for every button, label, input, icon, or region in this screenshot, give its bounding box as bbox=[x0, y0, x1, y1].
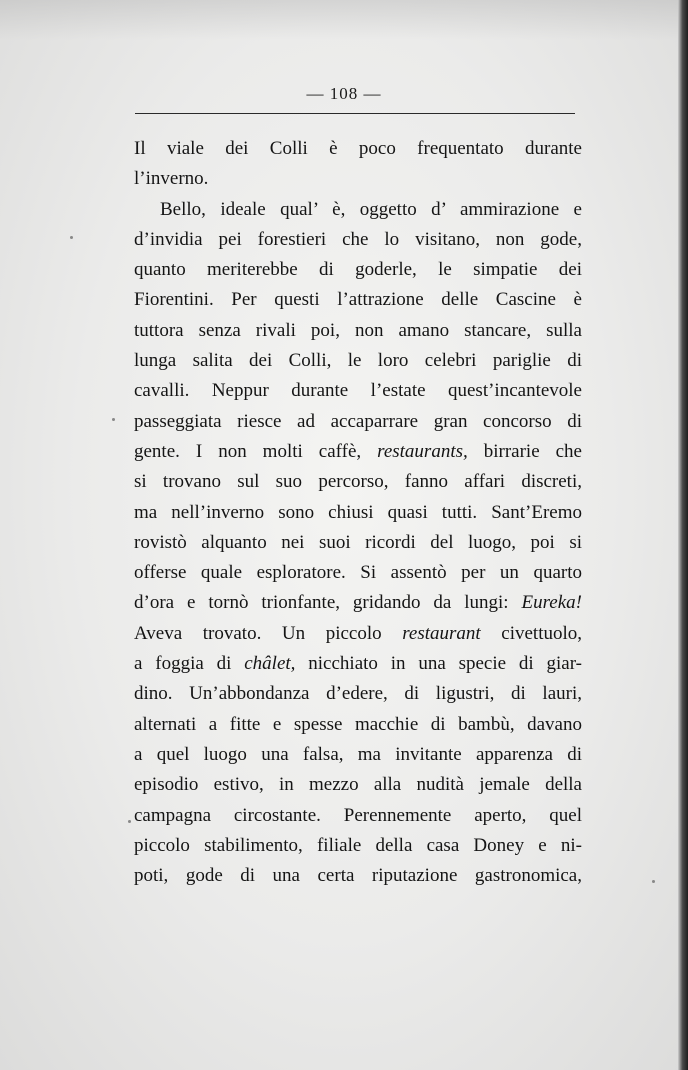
text-line bbox=[134, 801, 582, 831]
text-run: episodio estivo, in mezzo alla nudità jemale della bbox=[134, 774, 582, 796]
text-run: Il viale dei Colli è poco frequentato durante bbox=[134, 138, 582, 159]
text-line bbox=[134, 740, 582, 770]
text-run: d’ora e tornò trionfante, gridando da lungi: bbox=[134, 592, 522, 614]
text-run: tuttora senza rivali poi, non amano stancare, sulla bbox=[134, 319, 582, 341]
text-run: a foggia di bbox=[134, 653, 245, 675]
text-run: civettuolo, bbox=[480, 622, 583, 644]
text-line bbox=[134, 376, 582, 406]
text-line bbox=[134, 710, 582, 740]
text-run: passeggiata riesce ad accaparrare gran concorso di bbox=[134, 410, 582, 432]
text-line bbox=[134, 164, 582, 194]
text-line bbox=[134, 498, 582, 528]
text-run: lunga salita dei Colli, le loro celebri pariglie di bbox=[134, 350, 582, 372]
text-line bbox=[134, 861, 582, 891]
text-line bbox=[134, 346, 582, 376]
text-run: rovistò alquanto nei suoi ricordi del luogo, poi si bbox=[134, 531, 582, 553]
text-run: a quel luogo una falsa, ma invitante apparenza di bbox=[134, 743, 582, 765]
text-run: Fiorentini. Per questi l’attrazione delle Cascine è bbox=[134, 289, 582, 311]
paper-speck bbox=[112, 418, 115, 421]
text-line bbox=[134, 558, 582, 588]
text-line bbox=[134, 770, 582, 800]
paper-speck bbox=[652, 880, 655, 883]
body-text bbox=[134, 134, 582, 891]
text-run: dino. Un’abbondanza d’edere, di ligustri, di lauri, bbox=[134, 683, 582, 705]
paper-speck bbox=[70, 236, 73, 239]
text-run: quanto meriterebbe di goderle, le simpatie dei bbox=[134, 259, 582, 281]
text-line bbox=[134, 467, 582, 497]
text-line bbox=[134, 649, 582, 679]
text-line bbox=[134, 285, 582, 315]
italic-run: restaurants, bbox=[377, 440, 468, 462]
italic-run: restaurant bbox=[402, 622, 481, 644]
page-edge-shadow bbox=[678, 0, 688, 1070]
text-run: d’invidia pei forestieri che lo visitano, non gode, bbox=[134, 228, 582, 250]
header-rule bbox=[135, 113, 575, 114]
text-line bbox=[134, 195, 582, 225]
text-run: si trovano sul suo percorso, fanno affari discreti, bbox=[134, 471, 582, 493]
text-run: gente. I non molti caffè, bbox=[134, 440, 378, 462]
text-run: l’inverno. bbox=[134, 168, 209, 190]
text-line bbox=[134, 134, 582, 164]
text-run: alternati a fitte e spesse macchie di bambù, davano bbox=[134, 713, 582, 735]
text-run: offerse quale esploratore. Si assentò per un quarto bbox=[134, 562, 582, 584]
text-line bbox=[134, 407, 582, 437]
text-line bbox=[134, 679, 582, 709]
text-line bbox=[134, 225, 582, 255]
text-line bbox=[134, 831, 582, 861]
page-number: — 108 — bbox=[306, 84, 382, 103]
text-run: birrarie che bbox=[467, 440, 582, 462]
italic-run: châlet, bbox=[244, 653, 296, 675]
text-run: Bello, ideale qual’ è, oggetto d’ ammirazione e bbox=[160, 198, 582, 220]
text-run: poti, gode di una certa riputazione gastronomica, bbox=[134, 865, 582, 887]
page-top-shadow bbox=[0, 0, 688, 40]
text-run: nicchiato in una specie di giar- bbox=[295, 653, 582, 675]
text-run: ma nell’inverno sono chiusi quasi tutti. Sant’Eremo bbox=[134, 501, 582, 523]
text-line bbox=[134, 437, 582, 467]
text-line bbox=[134, 588, 582, 618]
italic-run: Eureka! bbox=[521, 592, 582, 614]
text-run: cavalli. Neppur durante l’estate quest’incantevole bbox=[134, 380, 582, 402]
paper-speck bbox=[128, 820, 131, 823]
text-run: campagna circostante. Perennemente aperto, quel bbox=[134, 804, 582, 826]
text-line bbox=[134, 316, 582, 346]
text-run: piccolo stabilimento, filiale della casa Doney e ni- bbox=[134, 834, 582, 856]
text-line bbox=[134, 619, 582, 649]
text-line bbox=[134, 255, 582, 285]
text-line bbox=[134, 528, 582, 558]
text-run: Aveva trovato. Un piccolo bbox=[134, 622, 403, 644]
